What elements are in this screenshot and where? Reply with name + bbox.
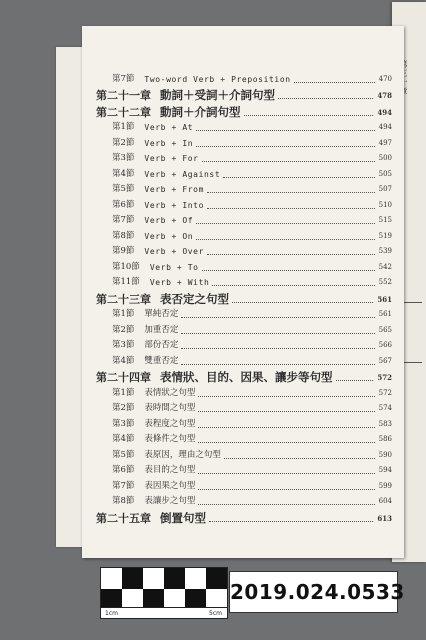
page-number: 552 bbox=[378, 278, 392, 286]
dot-leader bbox=[198, 442, 374, 443]
toc-chapter-entry bbox=[96, 508, 392, 525]
section-number: 第1節 bbox=[112, 309, 135, 319]
chapter-number: 第二十二章 bbox=[96, 105, 151, 119]
toc-chapter-entry bbox=[96, 102, 392, 119]
chapter-number: 第二十一章 bbox=[96, 89, 151, 102]
section-number: 第5節 bbox=[112, 184, 135, 194]
section-title: 部份否定 bbox=[144, 340, 179, 350]
page-number: 583 bbox=[378, 419, 392, 428]
section-title: 雙重否定 bbox=[144, 355, 179, 366]
dot-leader bbox=[198, 427, 374, 428]
section-number: 第1節 bbox=[112, 387, 135, 398]
section-title: 表原因，理由之句型 bbox=[144, 449, 221, 460]
page-number: 561 bbox=[377, 294, 392, 304]
toc-section-entry bbox=[96, 400, 392, 416]
page-number: 497 bbox=[378, 138, 392, 147]
page-number: 507 bbox=[378, 185, 392, 193]
section-number: 第11節 bbox=[112, 277, 140, 287]
section-number: 第4節 bbox=[112, 434, 135, 444]
toc-section-entry bbox=[96, 181, 392, 197]
page-number: 604 bbox=[378, 497, 392, 505]
dot-leader bbox=[294, 82, 375, 83]
section-number: 第9節 bbox=[112, 246, 135, 256]
page-number: 572 bbox=[377, 373, 392, 382]
section-title: 表情狀之句型 bbox=[144, 387, 196, 398]
page-number: 505 bbox=[378, 169, 392, 178]
page-number: 519 bbox=[378, 231, 392, 240]
dot-leader bbox=[209, 521, 373, 522]
toc-chapter-entry bbox=[96, 289, 392, 306]
section-title: 表因果之句型 bbox=[144, 480, 196, 491]
toc-section-entry bbox=[96, 196, 392, 212]
section-number: 第2節 bbox=[112, 403, 135, 413]
section-number: 第3節 bbox=[112, 153, 135, 163]
chapter-title: 倒置句型 bbox=[160, 510, 206, 525]
section-title: 表程度之句型 bbox=[144, 418, 196, 429]
page-number: 566 bbox=[378, 341, 392, 349]
dot-leader bbox=[181, 317, 374, 318]
dot-leader bbox=[202, 270, 375, 271]
toc-section-entry bbox=[96, 70, 392, 86]
chapter-number: 第二十五章 bbox=[96, 511, 151, 525]
toc-section-entry bbox=[96, 431, 392, 447]
section-number: 第5節 bbox=[112, 449, 135, 460]
section-number: 第3節 bbox=[112, 418, 135, 429]
section-title: Verb + Against bbox=[144, 169, 221, 179]
section-number: 第8節 bbox=[112, 230, 135, 241]
section-number: 第1節 bbox=[112, 122, 135, 132]
dot-leader bbox=[207, 254, 375, 255]
page-number: 572 bbox=[378, 388, 392, 397]
section-number: 第6節 bbox=[112, 199, 135, 210]
section-number: 第3節 bbox=[112, 340, 135, 350]
page-number: 539 bbox=[378, 247, 392, 255]
dot-leader bbox=[198, 396, 374, 397]
section-title: Verb + On bbox=[144, 231, 194, 241]
toc-section-entry bbox=[96, 274, 392, 290]
section-number: 第8節 bbox=[112, 496, 135, 506]
section-title: Verb + To bbox=[149, 262, 199, 272]
dot-leader bbox=[223, 177, 374, 178]
section-title: 加重否定 bbox=[144, 324, 179, 335]
page-number: 613 bbox=[377, 513, 392, 523]
chapter-title: 表情狀、目的、因果、讓步等句型 bbox=[160, 370, 333, 384]
chapter-title: 動詞＋受詞＋介詞句型 bbox=[160, 88, 275, 102]
section-title: 表時間之句型 bbox=[144, 403, 196, 413]
toc-section-entry bbox=[96, 306, 392, 322]
section-title: Verb + From bbox=[144, 185, 205, 194]
page-number: 586 bbox=[378, 435, 392, 443]
toc-section-entry bbox=[96, 258, 392, 274]
toc-section-entry bbox=[96, 337, 392, 353]
section-number: 第2節 bbox=[112, 324, 135, 335]
toc-section-entry bbox=[96, 493, 392, 509]
dot-leader bbox=[336, 380, 374, 381]
toc-section-entry bbox=[96, 150, 392, 166]
chapter-number: 第二十三章 bbox=[96, 292, 151, 306]
section-number: 第4節 bbox=[112, 168, 135, 179]
toc-section-entry bbox=[96, 243, 392, 259]
toc-section-entry bbox=[96, 119, 392, 135]
section-number: 第10節 bbox=[112, 261, 140, 272]
dot-leader bbox=[181, 364, 374, 365]
dot-leader bbox=[198, 411, 374, 412]
section-title: Verb + Into bbox=[144, 200, 205, 210]
dot-leader bbox=[278, 98, 373, 99]
toc-section-entry bbox=[96, 352, 392, 368]
section-title: Verb + For bbox=[144, 154, 199, 163]
chapter-title: 表否定之句型 bbox=[160, 291, 229, 306]
dot-leader bbox=[198, 504, 374, 505]
page-number: 594 bbox=[378, 466, 392, 474]
section-title: Verb + With bbox=[149, 278, 210, 287]
section-number: 第4節 bbox=[112, 355, 135, 366]
section-title: 單純否定 bbox=[144, 309, 179, 319]
toc-section-entry bbox=[96, 165, 392, 181]
page-number: 515 bbox=[378, 216, 392, 224]
toc-chapter-entry bbox=[96, 86, 392, 103]
section-title: 表目的之句型 bbox=[144, 465, 196, 475]
dot-leader bbox=[202, 161, 375, 162]
table-of-contents bbox=[96, 70, 392, 525]
dot-leader bbox=[212, 285, 374, 286]
section-number: 第7節 bbox=[112, 215, 135, 225]
accession-number-label: 2019.024.0533 bbox=[229, 571, 398, 613]
toc-section-entry bbox=[96, 321, 392, 337]
toc-section-entry bbox=[96, 462, 392, 478]
page-number: 542 bbox=[378, 262, 392, 271]
page-number: 565 bbox=[378, 325, 392, 334]
dot-leader bbox=[198, 473, 374, 474]
toc-section-entry bbox=[96, 212, 392, 228]
dot-leader bbox=[232, 302, 373, 303]
page-number: 567 bbox=[378, 356, 392, 365]
section-title: 表讓步之句型 bbox=[144, 496, 196, 506]
dot-leader bbox=[181, 348, 374, 349]
toc-section-entry bbox=[96, 134, 392, 150]
dot-leader bbox=[196, 239, 374, 240]
section-number: 第6節 bbox=[112, 465, 135, 475]
toc-section-entry bbox=[96, 227, 392, 243]
toc-section-entry bbox=[96, 415, 392, 431]
section-number: 第7節 bbox=[112, 73, 135, 84]
dot-leader bbox=[181, 333, 374, 334]
toc-section-entry bbox=[96, 446, 392, 462]
dot-leader bbox=[196, 146, 374, 147]
section-title: Verb + At bbox=[144, 123, 194, 132]
page-number: 494 bbox=[377, 107, 392, 117]
section-title: Two-word Verb + Preposition bbox=[144, 74, 291, 84]
dot-leader bbox=[207, 192, 375, 193]
dot-leader bbox=[198, 489, 374, 490]
page-number: 599 bbox=[378, 481, 392, 490]
page-number: 500 bbox=[378, 154, 392, 162]
scale-right-label: 5cm bbox=[209, 610, 222, 617]
toc-chapter-entry bbox=[96, 368, 392, 385]
dot-leader bbox=[207, 208, 375, 209]
section-title: 表條件之句型 bbox=[144, 434, 196, 444]
toc-section-entry bbox=[96, 384, 392, 400]
dot-leader bbox=[196, 130, 374, 131]
page-number: 478 bbox=[377, 91, 392, 100]
section-number: 第2節 bbox=[112, 137, 135, 148]
page-number: 590 bbox=[378, 450, 392, 459]
page-number: 561 bbox=[378, 310, 392, 318]
section-title: Verb + Over bbox=[144, 247, 205, 256]
page-number: 494 bbox=[378, 123, 392, 131]
page-number: 510 bbox=[378, 200, 392, 209]
chapter-title: 動詞＋介詞句型 bbox=[160, 104, 241, 119]
page-number: 470 bbox=[378, 74, 392, 83]
chapter-number: 第二十四章 bbox=[96, 371, 151, 384]
section-title: Verb + In bbox=[144, 138, 194, 148]
toc-section-entry bbox=[96, 477, 392, 493]
scale-left-label: 1cm bbox=[105, 610, 118, 617]
section-number: 第7節 bbox=[112, 480, 135, 491]
page-number: 574 bbox=[378, 404, 392, 412]
scale-ruler bbox=[100, 607, 228, 619]
dot-leader bbox=[196, 223, 374, 224]
dot-leader bbox=[244, 115, 374, 116]
section-title: Verb + Of bbox=[144, 216, 194, 225]
dot-leader bbox=[224, 458, 375, 459]
